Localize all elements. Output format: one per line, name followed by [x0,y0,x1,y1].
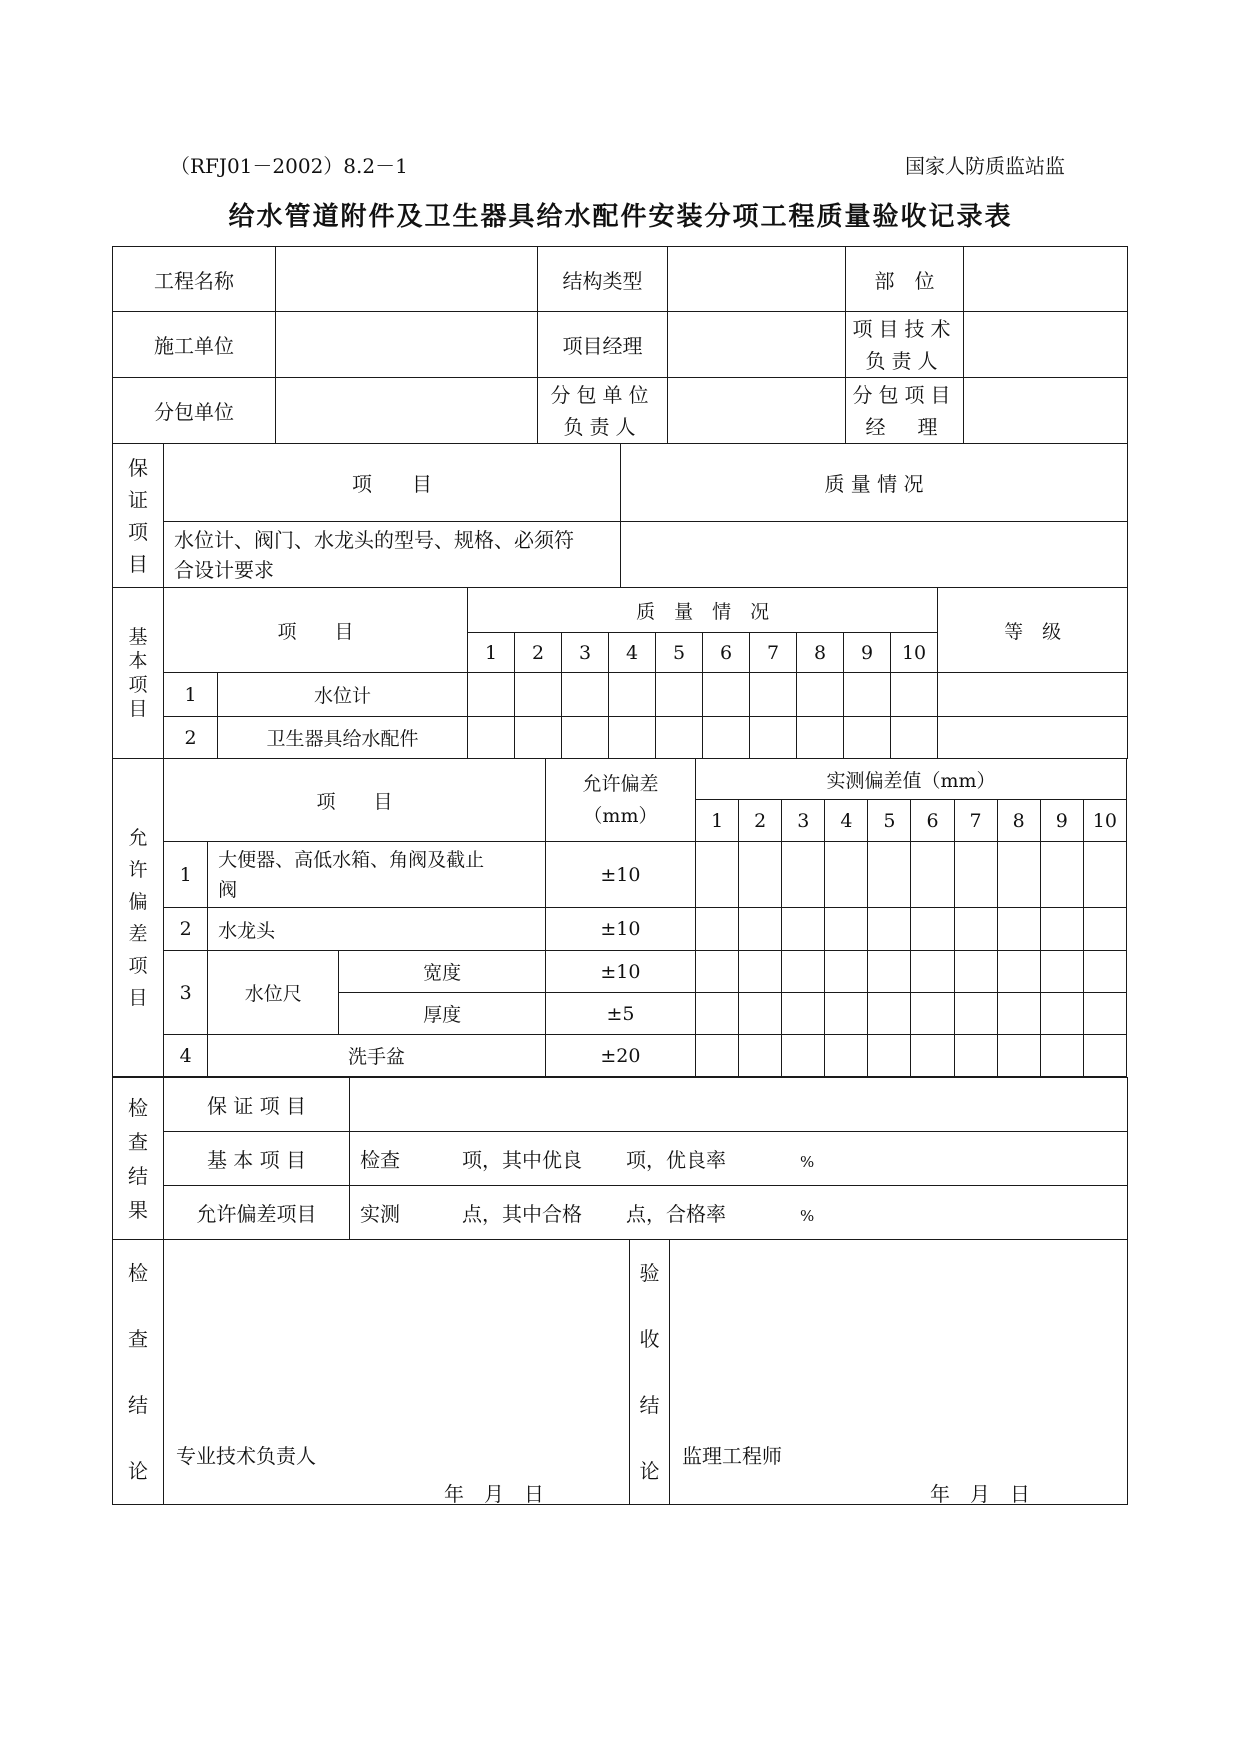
tech-lead-field[interactable] [964,312,1128,378]
basic-col-6: 6 [703,633,750,673]
project-manager-field[interactable] [668,312,846,378]
deviation-cell[interactable] [911,908,954,951]
basic-item-header: 项 目 [164,588,468,673]
deviation-row-1-tol: ±10 [545,842,695,908]
basic-cell[interactable] [797,673,844,717]
deviation-cell[interactable] [739,951,782,993]
project-name-field[interactable] [276,247,538,312]
basic-cell[interactable] [891,717,938,759]
basic-cell[interactable] [515,717,562,759]
deviation-cell[interactable] [825,908,868,951]
deviation-col-8: 8 [997,800,1040,842]
deviation-cell[interactable] [739,1035,782,1077]
deviation-cell[interactable] [825,993,868,1035]
deviation-cell[interactable] [997,842,1040,908]
deviation-row-4-no: 4 [164,1035,208,1077]
check-guarantee-label: 保 证 项 目 [164,1078,350,1132]
basic-cell[interactable] [703,673,750,717]
table-row [113,951,1127,993]
basic-col-8: 8 [797,633,844,673]
basic-cell[interactable] [515,673,562,717]
deviation-col-7: 7 [954,800,997,842]
deviation-cell[interactable] [868,908,911,951]
deviation-cell[interactable] [868,842,911,908]
structure-type-field[interactable] [668,247,846,312]
check-signer-label: 专业技术负责人 [176,1444,316,1468]
basic-cell[interactable] [844,673,891,717]
check-result-table [112,1077,1128,1240]
check-conclusion-side-label: 检 查 结 论 [113,1240,164,1505]
deviation-cell[interactable] [997,1035,1040,1077]
deviation-col-4: 4 [825,800,868,842]
deviation-cell[interactable] [911,1035,954,1077]
deviation-cell[interactable] [696,842,739,908]
sub-manager-label-line2: 经 理 [865,414,944,439]
deviation-cell[interactable] [782,842,825,908]
project-name-label: 工程名称 [113,247,276,312]
structure-type-label: 结构类型 [538,247,668,312]
deviation-allow-header: 允许偏差 （mm） [545,759,695,842]
deviation-col-10: 10 [1083,800,1126,842]
guarantee-item-header: 项 目 [164,444,621,522]
guarantee-side-label: 保 证 项 目 [113,444,164,588]
deviation-cell[interactable] [739,908,782,951]
deviation-cell[interactable] [954,1035,997,1077]
deviation-cell[interactable] [868,951,911,993]
sub-lead-label-line1: 分包单位 [550,382,655,407]
accept-signer-label: 监理工程师 [682,1444,782,1468]
deviation-row-1-name: 大便器、高低水箱、角阀及截止 阀 [208,842,546,908]
deviation-col-2: 2 [739,800,782,842]
basic-grade-header: 等 级 [938,588,1128,673]
conclusion-table [112,1239,1128,1505]
deviation-row-3-tol2: ±5 [545,993,695,1035]
location-field[interactable] [964,247,1128,312]
guarantee-item-1-quality[interactable] [621,522,1128,588]
deviation-cell[interactable] [696,1035,739,1077]
check-sign-date: 年 月 日 [444,1482,544,1506]
basic-col-5: 5 [656,633,703,673]
deviation-cell[interactable] [1083,842,1126,908]
basic-col-10: 10 [891,633,938,673]
basic-cell[interactable] [656,673,703,717]
basic-row-2-name: 卫生器具给水配件 [218,717,468,759]
deviation-cell[interactable] [825,1035,868,1077]
subcontractor-label: 分包单位 [113,378,276,444]
accept-conclusion-area[interactable] [670,1240,1128,1505]
sub-lead-field[interactable] [668,378,846,444]
deviation-side-label: 允 许 偏 差 项 目 [113,759,164,1077]
basic-cell[interactable] [844,717,891,759]
tech-lead-label-line2: 负责人 [865,348,944,373]
deviation-row-4-tol: ±20 [545,1035,695,1077]
deviation-row-3-sub1: 宽度 [339,951,545,993]
sub-manager-label [846,378,964,444]
deviation-cell[interactable] [696,908,739,951]
deviation-cell[interactable] [782,1035,825,1077]
sub-lead-label [538,378,668,444]
basic-cell[interactable] [750,673,797,717]
check-result-side-label: 检 查 结 果 [113,1078,164,1240]
deviation-row-3-tol1: ±10 [545,951,695,993]
sub-manager-field[interactable] [964,378,1128,444]
deviation-cell[interactable] [1083,908,1126,951]
deviation-cell[interactable] [1040,993,1083,1035]
basic-table [112,587,1128,759]
deviation-row-4-name: 洗手盆 [208,1035,546,1077]
deviation-cell[interactable] [1040,951,1083,993]
deviation-row-2-tol: ±10 [545,908,695,951]
location-label: 部 位 [846,247,964,312]
basic-col-9: 9 [844,633,891,673]
deviation-cell[interactable] [954,842,997,908]
deviation-cell[interactable] [911,842,954,908]
deviation-row-3-name: 水位尺 [208,951,339,1035]
subcontractor-field[interactable] [276,378,538,444]
basic-cell[interactable] [609,673,656,717]
deviation-cell[interactable] [1083,1035,1126,1077]
deviation-cell[interactable] [911,951,954,993]
guarantee-item-1: 水位计、阀门、水龙头的型号、规格、必须符 合设计要求 [164,522,621,588]
deviation-col-1: 1 [696,800,739,842]
deviation-row-2-name: 水龙头 [208,908,546,951]
deviation-cell[interactable] [997,993,1040,1035]
deviation-col-3: 3 [782,800,825,842]
table-row [113,673,1128,717]
deviation-cell[interactable] [825,842,868,908]
deviation-cell[interactable] [825,951,868,993]
basic-grade-cell[interactable] [938,673,1128,717]
basic-cell[interactable] [609,717,656,759]
tech-lead-label [846,312,964,378]
sub-manager-label-line1: 分包项目 [852,382,957,407]
check-basic-summary[interactable]: 检查 项，其中优良 项，优良率 % [350,1132,1128,1186]
basic-col-2: 2 [515,633,562,673]
issuing-org: 国家人防质监站监 [905,154,1065,178]
deviation-cell[interactable] [954,993,997,1035]
table-row [113,1035,1127,1077]
basic-cell[interactable] [703,717,750,759]
deviation-row-3-sub2: 厚度 [339,993,545,1035]
basic-col-4: 4 [609,633,656,673]
deviation-cell[interactable] [696,993,739,1035]
accept-conclusion-side-label: 验 收 结 论 [630,1240,670,1505]
basic-side-label: 基 本 项 目 [113,588,164,759]
construction-unit-label: 施工单位 [113,312,276,378]
check-conclusion-area[interactable] [164,1240,630,1505]
deviation-cell[interactable] [782,993,825,1035]
document-code: （RFJ01－2002）8.2－1 [170,154,408,178]
deviation-cell[interactable] [1040,842,1083,908]
deviation-cell[interactable] [739,842,782,908]
deviation-cell[interactable] [1040,1035,1083,1077]
deviation-table [112,758,1127,1077]
basic-cell[interactable] [797,717,844,759]
deviation-cell[interactable] [1040,908,1083,951]
deviation-cell[interactable] [1083,951,1126,993]
basic-col-7: 7 [750,633,797,673]
deviation-cell[interactable] [997,908,1040,951]
tech-lead-label-line1: 项目技术 [852,316,957,341]
basic-cell[interactable] [468,717,515,759]
deviation-col-6: 6 [911,800,954,842]
sub-lead-label-line2: 负责人 [563,414,642,439]
basic-row-1-name: 水位计 [218,673,468,717]
deviation-cell[interactable] [739,993,782,1035]
basic-col-3: 3 [562,633,609,673]
accept-sign-date: 年 月 日 [930,1482,1030,1506]
deviation-item-header: 项 目 [164,759,546,842]
info-table [112,246,1128,444]
deviation-cell[interactable] [1083,993,1126,1035]
basic-row-1-no: 1 [164,673,218,717]
deviation-row-3-no: 3 [164,951,208,1035]
basic-col-1: 1 [468,633,515,673]
table-row [113,842,1127,908]
basic-cell[interactable] [656,717,703,759]
deviation-cell[interactable] [868,1035,911,1077]
basic-cell[interactable] [891,673,938,717]
deviation-cell[interactable] [868,993,911,1035]
table-row [113,908,1127,951]
project-manager-label: 项目经理 [538,312,668,378]
basic-cell[interactable] [562,717,609,759]
check-deviation-label: 允许偏差项目 [164,1186,350,1240]
deviation-row-1-no: 1 [164,842,208,908]
basic-grade-cell[interactable] [938,717,1128,759]
check-basic-label: 基 本 项 目 [164,1132,350,1186]
check-deviation-summary[interactable]: 实测 点，其中合格 点，合格率 % [350,1186,1128,1240]
deviation-cell[interactable] [782,908,825,951]
deviation-col-9: 9 [1040,800,1083,842]
check-guarantee-field[interactable] [350,1078,1128,1132]
deviation-measured-header: 实测偏差值（mm） [696,759,1127,800]
basic-cell[interactable] [468,673,515,717]
construction-unit-field[interactable] [276,312,538,378]
guarantee-table [112,443,1128,588]
deviation-cell[interactable] [997,951,1040,993]
basic-quality-header: 质 量 情 况 [468,588,938,633]
deviation-cell[interactable] [911,993,954,1035]
deviation-col-5: 5 [868,800,911,842]
guarantee-quality-header: 质 量 情 况 [621,444,1128,522]
deviation-cell[interactable] [696,951,739,993]
basic-cell[interactable] [750,717,797,759]
table-row [113,717,1128,759]
deviation-row-2-no: 2 [164,908,208,951]
basic-row-2-no: 2 [164,717,218,759]
deviation-cell[interactable] [954,951,997,993]
document-title: 给水管道附件及卫生器具给水配件安装分项工程质量验收记录表 [228,202,1013,232]
deviation-cell[interactable] [954,908,997,951]
basic-cell[interactable] [562,673,609,717]
deviation-cell[interactable] [782,951,825,993]
